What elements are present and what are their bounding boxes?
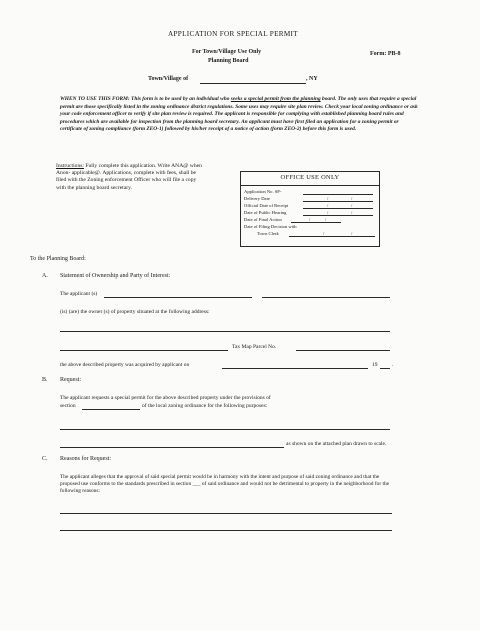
year-suffix: . xyxy=(392,362,394,368)
when-rest: board. The only uses that require a special permit are those specifically listed in the zoning ordinance district regulations. Some uses may require site plan review. Check your local zoning ordinance or ask your code enforcement officer to verify if site plan review is required. The applicant is responsible for complying with established planning board rules and procedures which are available for inspection from the planning board secretary. An applicant must have first filed an application for a zoning permit or certificate of zoning compliance (form ZEO-1) followed by his/her receipt of a notice of action (form ZEO-2) before this form is used. xyxy=(60,96,418,133)
receipt-date-field[interactable] xyxy=(303,208,373,209)
date-separator: / xyxy=(351,231,353,236)
date-separator: / xyxy=(325,217,327,222)
town-clerk-date-field[interactable] xyxy=(289,236,375,237)
acquired-year-field[interactable] xyxy=(380,368,390,369)
office-row-application-no: Application No. SP- xyxy=(244,189,282,194)
owner-statement: (is) (are) the owner (s) of property situated at the following address: xyxy=(60,309,210,315)
reasons-statement: The applicant alleges that the approval of said special permit would be in harmony with the intent and purpose of said zoning ordinance and that the proposed use conforms to the standards prescribed in section ___ of said ordinance and would not be detrimental to property in the neighborhood for the following reasons: xyxy=(60,474,390,495)
subtitle-board: Planning Board xyxy=(208,58,249,64)
town-name-field[interactable] xyxy=(200,83,306,84)
reasons-field[interactable] xyxy=(60,513,392,514)
form-title: APPLICATION FOR SPECIAL PERMIT xyxy=(168,30,298,38)
when-lead: WHEN TO USE THIS FORM: This form is to be used by an individual who xyxy=(60,96,230,102)
salutation: To the Planning Board: xyxy=(30,256,86,262)
office-row-delivery-date: Delivery Date xyxy=(244,196,270,201)
instructions-text: Fully complete this application. Write ANA@ when Anon- applicable@. Applications, complete with fees, shall be filed with the Zoning enforcement Officer who will file a copy with the planning board secretary. xyxy=(56,163,202,191)
date-separator: / xyxy=(327,196,329,201)
office-row-receipt-date: Official Date of Receipt xyxy=(244,203,289,208)
delivery-date-field[interactable] xyxy=(303,201,373,202)
plan-note: as shown on the attached plan drawn to scale. xyxy=(286,441,387,447)
request-section-field[interactable] xyxy=(82,409,140,410)
applicant-name-field[interactable] xyxy=(104,297,252,298)
section-b-letter: B. xyxy=(42,377,48,383)
office-row-final-action: Date of Final Action xyxy=(244,217,282,222)
date-separator: / xyxy=(351,203,353,208)
section-c-title: Reasons for Request: xyxy=(60,456,111,462)
subtitle-use: For Town/Village Use Only xyxy=(192,49,262,55)
final-action-field[interactable] xyxy=(291,222,341,223)
instructions-label: Instructions: xyxy=(56,163,84,169)
office-row-town-clerk: Town Clerk xyxy=(257,231,279,236)
applicant-label: The applicant (s) xyxy=(60,291,98,297)
date-separator: / xyxy=(327,210,329,215)
office-row-filing-decision: Date of Filing Decision with xyxy=(244,224,297,229)
town-label: Town/Village of xyxy=(148,76,189,82)
date-separator: / xyxy=(323,231,325,236)
section-a-letter: A. xyxy=(42,273,48,279)
date-separator: / xyxy=(351,196,353,201)
hearing-date-field[interactable] xyxy=(303,215,373,216)
office-use-box xyxy=(240,171,380,247)
instructions xyxy=(56,163,206,192)
acquired-date-field[interactable] xyxy=(222,368,368,369)
purpose-field[interactable] xyxy=(60,429,390,430)
date-separator: / xyxy=(351,210,353,215)
town-suffix: , NY xyxy=(306,76,318,82)
when-underlined: seeks a special permit from the planning xyxy=(230,96,321,102)
section-word: section xyxy=(60,403,76,409)
section-a-title: Statement of Ownership and Party of Interest: xyxy=(60,273,171,279)
office-use-divider xyxy=(241,185,379,186)
office-row-hearing-date: Date of Public Hearing xyxy=(244,210,287,215)
date-separator: / xyxy=(309,217,311,222)
request-tail: of the local zoning ordinance for the following purposes: xyxy=(142,403,268,409)
tax-map-parcel-field[interactable] xyxy=(296,350,390,351)
acquired-label: the above described property was acquired by applicant on xyxy=(60,362,190,368)
reasons-field-2[interactable] xyxy=(60,530,392,531)
year-prefix: 19 xyxy=(372,362,378,368)
property-address-field-2[interactable] xyxy=(60,350,228,351)
section-b-title: Request: xyxy=(60,377,81,383)
tax-map-label: Tax Map Parcel No. xyxy=(232,344,277,350)
section-c-letter: C. xyxy=(42,456,48,462)
purpose-field-2[interactable] xyxy=(60,447,284,448)
request-statement: The applicant requests a special permit for the above described property under the provisions of xyxy=(60,395,271,401)
applicant-name-field-2[interactable] xyxy=(262,297,390,298)
date-separator: / xyxy=(327,203,329,208)
when-to-use-notice xyxy=(60,96,420,134)
application-no-field[interactable] xyxy=(303,194,373,195)
office-use-heading: OFFICE USE ONLY xyxy=(280,174,340,181)
form-number: Form: PB-8 xyxy=(370,51,401,57)
property-address-field[interactable] xyxy=(60,331,390,332)
